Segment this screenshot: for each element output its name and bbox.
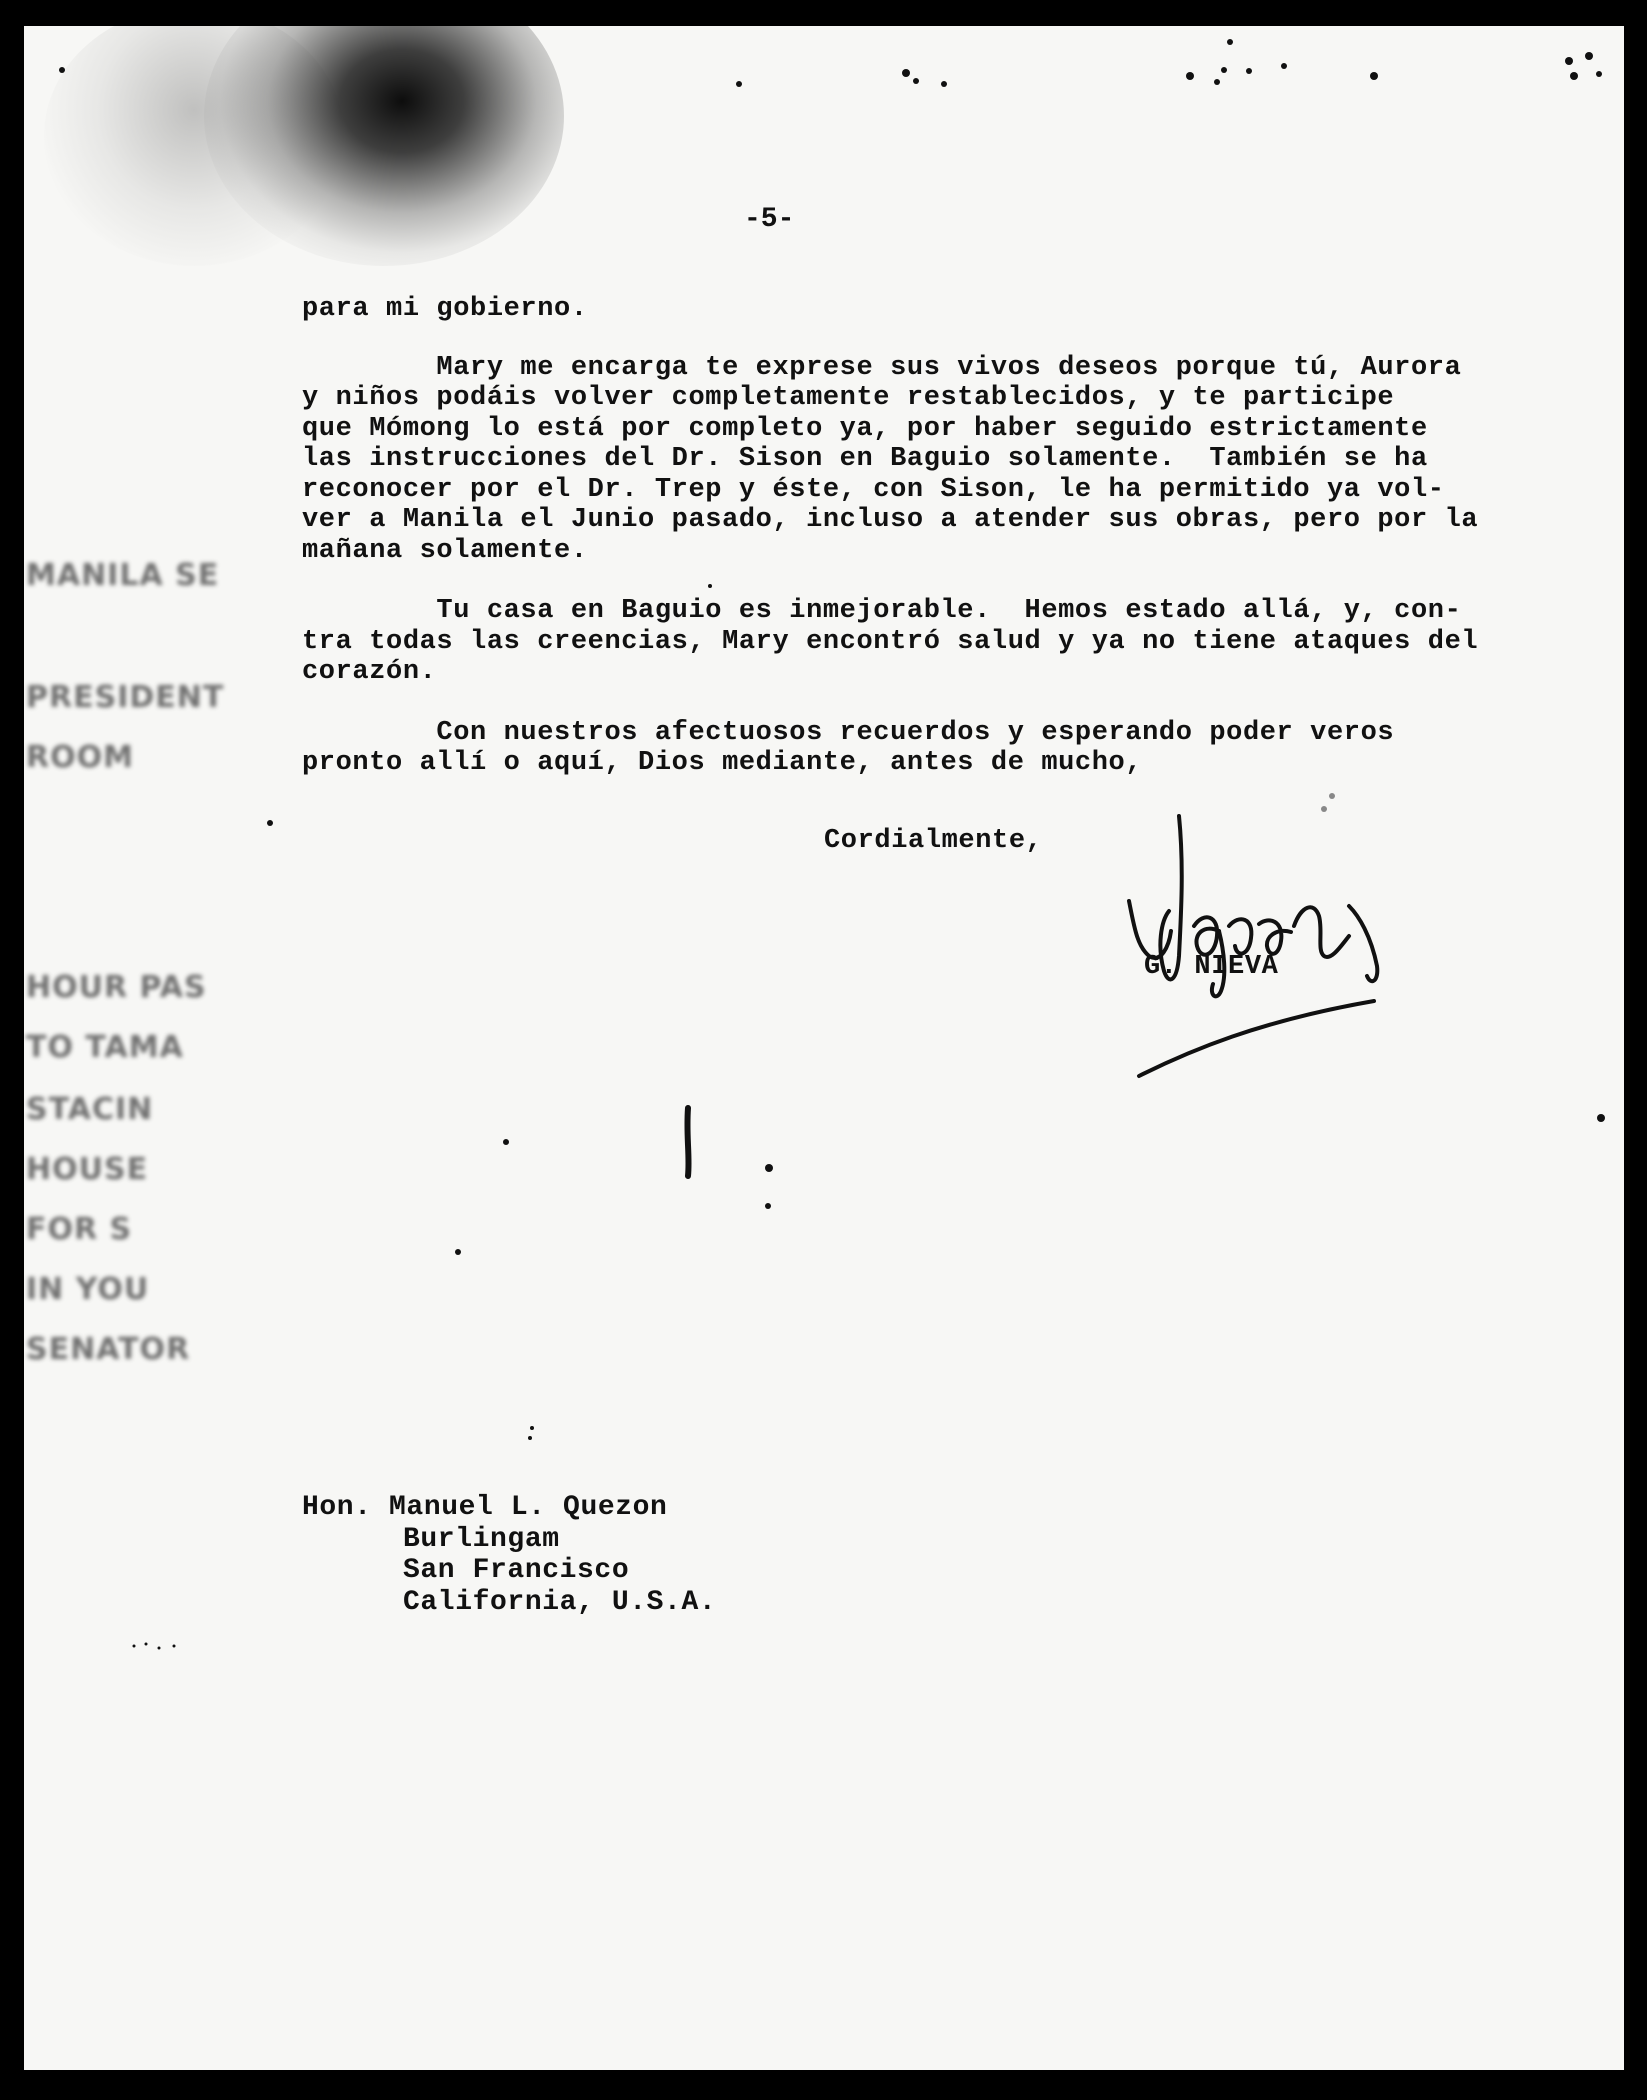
bleed-line: STACIN — [26, 1092, 154, 1127]
paragraph-4 — [302, 718, 1624, 779]
address-line: California, U.S.A. — [403, 1586, 717, 1618]
text-line: reconocer por el Dr. Trep y éste, con Sison, le ha permitido ya vol- — [302, 474, 1445, 505]
paragraph-1 — [302, 294, 1624, 325]
bleed-line: PRESIDENT — [26, 680, 225, 715]
text-line: que Mómong lo está por completo ya, por haber seguido estrictamente — [302, 413, 1428, 444]
text-line: tra todas las creencias, Mary encontró salud y ya no tiene ataques del — [302, 626, 1479, 657]
bleed-line: IN YOU — [26, 1272, 150, 1307]
address-title-line: Hon. Manuel L. Quezon — [302, 1492, 668, 1523]
paragraph-2 — [302, 353, 1624, 567]
text-line: corazón. — [302, 657, 437, 687]
bleed-line: HOUR PAS — [26, 970, 207, 1005]
letter-body — [302, 294, 1624, 779]
bleed-line: MANILA SE — [26, 558, 220, 593]
closing-salutation: Cordialmente, — [824, 826, 1043, 856]
bleed-line: TO TAMA — [26, 1030, 184, 1065]
text-line: pronto allí o aquí, Dios mediante, antes de mucho, — [302, 748, 1143, 778]
bleed-line: FOR S — [26, 1212, 133, 1247]
text-line: Con nuestros afectuosos recuerdos y esperando poder veros — [302, 717, 1395, 748]
address-line: San Francisco — [403, 1555, 630, 1586]
document-page — [24, 26, 1624, 2070]
text-line: y niños podáis volver completamente restablecidos, y te participe — [302, 383, 1395, 413]
text-line: Tu casa en Baguio es inmejorable. Hemos estado allá, y, con- — [302, 596, 1462, 626]
text-line: mañana solamente. — [302, 535, 588, 566]
page-number: -5- — [744, 204, 795, 235]
text-line: ver a Manila el Junio pasado, incluso a atender sus obras, pero por la — [302, 505, 1479, 535]
text-line: Mary me encarga te exprese sus vivos deseos porque tú, Aurora — [302, 352, 1462, 383]
typed-signatory-name: G. NIEVA — [1144, 952, 1279, 982]
bleed-line: SENATOR — [26, 1332, 191, 1367]
text-line: para mi gobierno. — [302, 294, 588, 324]
handwritten-signature — [1109, 806, 1399, 1116]
bleed-through-text — [26, 546, 266, 1380]
paragraph-3 — [302, 596, 1624, 688]
recipient-address — [302, 1492, 716, 1618]
address-line: Burlingam — [403, 1523, 560, 1555]
bleed-line: ROOM — [26, 740, 134, 775]
text-line: las instrucciones del Dr. Sison en Baguio solamente. También se ha — [302, 444, 1428, 474]
bleed-line: HOUSE — [26, 1152, 149, 1187]
